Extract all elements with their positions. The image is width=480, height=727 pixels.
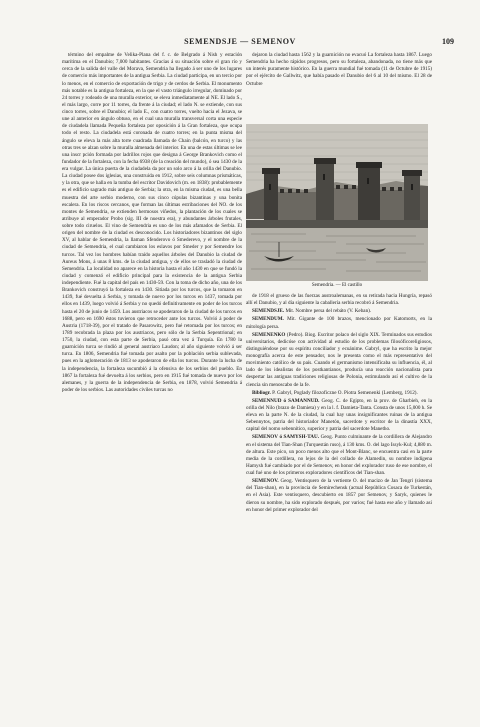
headword: SEMENDSJE. bbox=[252, 308, 285, 315]
entry-bibliography bbox=[246, 390, 432, 397]
entry-semenov-glacier bbox=[246, 478, 432, 514]
right-column-bottom bbox=[246, 293, 432, 720]
entry-body: Mit. Gigante de 100 brazos, mencionado por Katomorts, en la mitología persa. bbox=[246, 316, 432, 330]
figure-caption: Semendria. — El castillo bbox=[311, 283, 363, 288]
headword: SEMENDUM. bbox=[252, 316, 284, 323]
entry-body: (Pedro). Biog. Escritor polaco del siglo XIX. Terminados sus estudios universitarios, dedicóse con actividad al estudio de los problemas filosóficoreligiosos, distinguiéndose por su espíritu conciliador y ecuánime. Gabryl, que ha escrito la mejor monografía acerca de este pensador, nos le presenta como el más representativo del movimiento católico de su país. Cuando el germanismo intensificaba su influencia, él, al lado de los idealistas de los postkantianos, producía una reacción nacionalista para despertar las antiguas tradiciones religiosas de Polonia, estimulando así el cultivo de la ciencia sin menoscabo de la fe. bbox=[246, 331, 432, 388]
entry-semendria-end: de 1918 el grueso de las fuerzas austroalemanas, en su retirada hacia Hungría, repasó allí el Danubio, y al día siguiente la caballería serbia recobró á Semendria. bbox=[246, 293, 432, 307]
entry-body: Geog. Punto culminante de la cordillera de Alejandro en el sistema del Tian-Shan (Turquestán ruso), á 130 kms. O. del lago Issyk-Kul; 4,880 m. de altura. Este pico, un poco menos alto que el Mont-Blanc, se encuentra casi en la parte media de la cordillera, no lejos de la del collado de Alamedin, su nombre indígena Hamysh fué cambiado por el de Semenov, en honor del explorador ruso de ese nombre, el cual fué uno de los primeros exploradores científicos del Tian-shan. bbox=[246, 434, 432, 476]
entry-semendria-text: término del empalme de Velika-Plana del f. c. de Belgrado á Nish y estación marítima en el Danubio; 7,000 habitantes. Gracias á su situación sobre el gran río y cerca de la salida del valle del Morava, Semendria ha llegado á ser uno de los lugares de comercio más importantes de la antigua Serbia. La ciudad participa, en un tercio por lo menos, en el comercio de exportación de trigo y de cerdos de Serbia. El monumento más notable es la antigua fortaleza, en la que el vasto triángulo irregular, dominado por 24 torres y rodeado de una muralla exterior, se eleva inmediatamente al NE. El lado S., el más largo, corre por 11 torres, da frente á la ciudad; el lado N. se extiende, con sus cinco torres, sobre el Danubio; el lado E., con cuatro torres, vuelto hacia el Jezava, se une al anterior en ángulo obtuso, en el cual una muralla transversal corta una especie de ciudadela llamada Pequeña fortaleza por oposición á la Gran fortaleza, que ocupa todo el resto. La ciudadela está coronada de cuatro torres; en la punta misma del ángulo se eleva la más alta torre cuadrada llamada de Chain (balcón, en turco) y las otras tres se alzan sobre la muralla almenada del interior. En una de estas últimas se lee una inscr pción formada por ladrillos rojos que designa á George Brankovich como el fundador de la fortaleza, con la fecha 6938 (de la creación del mundo), ó sea 1430 de la era vulgar. La única puerta de la ciudadela da por un solo arco á la orilla del Danubio. La ciudad posee dos iglesias, una construida en 1912, sobre seis columnas prismáticas, y la otra, que se halla en la tumba del escritor Davidovich (m. en 1838): probablemente es el edificio sagrado más antiguo de Serbia; la otra, en la misma ciudad, es una bella muestra del arte serbio moderno, con sus cinco cúpulas bizantinas y una bonita escalera. En los riscos cercanos, que forman las últimas estribaciones del NO. de los montes de Semendria, se extienden hermosos viñedos, la plantación de los cuales se atribuye al emperador Probo (sig. III de nuestra era), y abundantes árboles frutales, sobre todo ciruelos. El vino de Semendria es uno de los más afamados de Serbia. El origen del nombre de la ciudad es desconocido. Los historiadores bizantinos del siglo XV, al hablar de Semendria, la llaman Sfenderovo ó Smederevo, y el nombre de la ciudad de Semendria, el cual cambiaron los eslavos por Smeder y por Semendre los turcos. Tal vez los hombres habían traído aquellos árboles del Danubio la ciudad de Aureus Mons, á unas 8 kms. de la ciudad antigua, y de ellos se trasladó la ciudad de Semendria. La localidad no aparece en la historia hasta el año 1430 en que se fundó la ciudad y comenzó el edificio principal para la existencia de la antigua Serbia independiente. Fué la capital del país en 1430-59. Con la toma de dicho año, una de los Brankovich construyó la fortaleza en 1430. Sitiada por los turcos, que la tomaron en 1439, fué devuelta á Serbia, y tomada de nuevo por los turcos en 1437, tomada por ellos en 1439, luego volvió á Serbia y no quedó definitivamente en poder de los turcos hasta el 20 de junio de 1459. Los austriacos se apoderaron de la ciudad de los turcos en 1688, pero en 1690 éstos tuvieron que retroceder ante los turcos. Volvió á poder de Austria (1718-39), por el tratado de Pasarowitz, pero fué retomada por los turcos; en 1789 recobrada la plaza por los austriacos, pero sólo de la Serbia Sepentrional; en 1750, la ciudad, con esta parte de Serbia, pasó otra vez á Turquía. En 1780 la guarnición turca se rindió al general austriaco Laudon; al año siguiente volvió á ser turca. En 1806, Semendria fué tomada por asalto por la población serbia sublevada, pues en la aglomeración de 1813 se apoderaron de ella los turcos. Durante la lucha de la independencia, la fortaleza sucumbió á la ofensiva de los serbios del pueblo. En 1867 la fortaleza fué devuelta á los serbios, pero en 1915 fué tomada de nuevo por los alemanes, y la guerra de la independencia de Serbia, en 1878, volvió Semendria á poder de los serbios. Las autoridades civiles turcas no bbox=[62, 52, 242, 393]
right-column-top bbox=[246, 52, 432, 122]
castle-illustration bbox=[246, 124, 428, 289]
page-number: 109 bbox=[442, 37, 454, 46]
entry-semennud bbox=[246, 398, 432, 434]
entry-semendria-continued: dejaron la ciudad hasta 1562 y la guarnición no evacuó La fortaleza hasta 1867. Luego Semendria ha hecho rápidos progresos, pero su fortaleza, abandonada, no tiene más que un interés puramente histórico. En la guerra mundial fué tomada (11 de Octubre de 1915) por el ejército de Gallwitz, que había pasado el Danubio del 6 al 10 del mismo. El 28 de Octubre bbox=[246, 52, 432, 87]
headword: SEMENNUD ó SAMANNUD. bbox=[252, 397, 320, 404]
headword: Bibliogr. bbox=[252, 389, 271, 396]
entry-semenenko bbox=[246, 332, 432, 389]
entry-body: Mit. Nombre persa del rebáto (V. Keban). bbox=[285, 308, 372, 315]
entry-semendsje bbox=[246, 308, 432, 315]
headword: SEMENENKO bbox=[252, 331, 286, 338]
page-header bbox=[0, 37, 480, 49]
left-column bbox=[62, 52, 242, 720]
castle-engraving bbox=[246, 124, 428, 281]
entry-body: Geog. Ventisquero de la vertiente O. del macizo de Jan Tengri (sistema del Tian-shan), en la provincia de Semirechensk (actual República Cosaca de Turkestán, en el Asia). Este ventisquero, descubierto en 1857 por Semenov, y Saryk, quienes le dieron su nombre, ha sido explorado después, por varios; fué hasta ese año y llamado así en honor del primer explorador del bbox=[246, 478, 432, 513]
entry-semenov-samysh-tau bbox=[246, 434, 432, 477]
entry-body: P. Gabryl, Poglady filozoficzne O. Piotra Semenenki (Lemberg, 1912). bbox=[272, 389, 418, 396]
running-head: SEMENDSJE — SEMENOV bbox=[184, 37, 296, 46]
headword: SEMENOV. bbox=[252, 478, 279, 485]
entry-body: Geog. C. de Egipto, en la prov. de Gharbieh, en la orilla del Nilo (brazo de Damieta) y en la l. f. Damieta-Tanta. Consta de unos 15,000 h. Se eleva en la parte N. de la ciudad, la cual hay unas insignificantes ruinas de la antigua Sebennytos, patria del historiador Manetón, sacerdote y escritor de la dinastía XXX, capital del nomo sebennítico, superior y patria del sacerdote Manetho. bbox=[246, 397, 432, 433]
headword: SEMENOV ó SAMYSH-TAU. bbox=[252, 434, 320, 441]
entry-semendum bbox=[246, 316, 432, 330]
